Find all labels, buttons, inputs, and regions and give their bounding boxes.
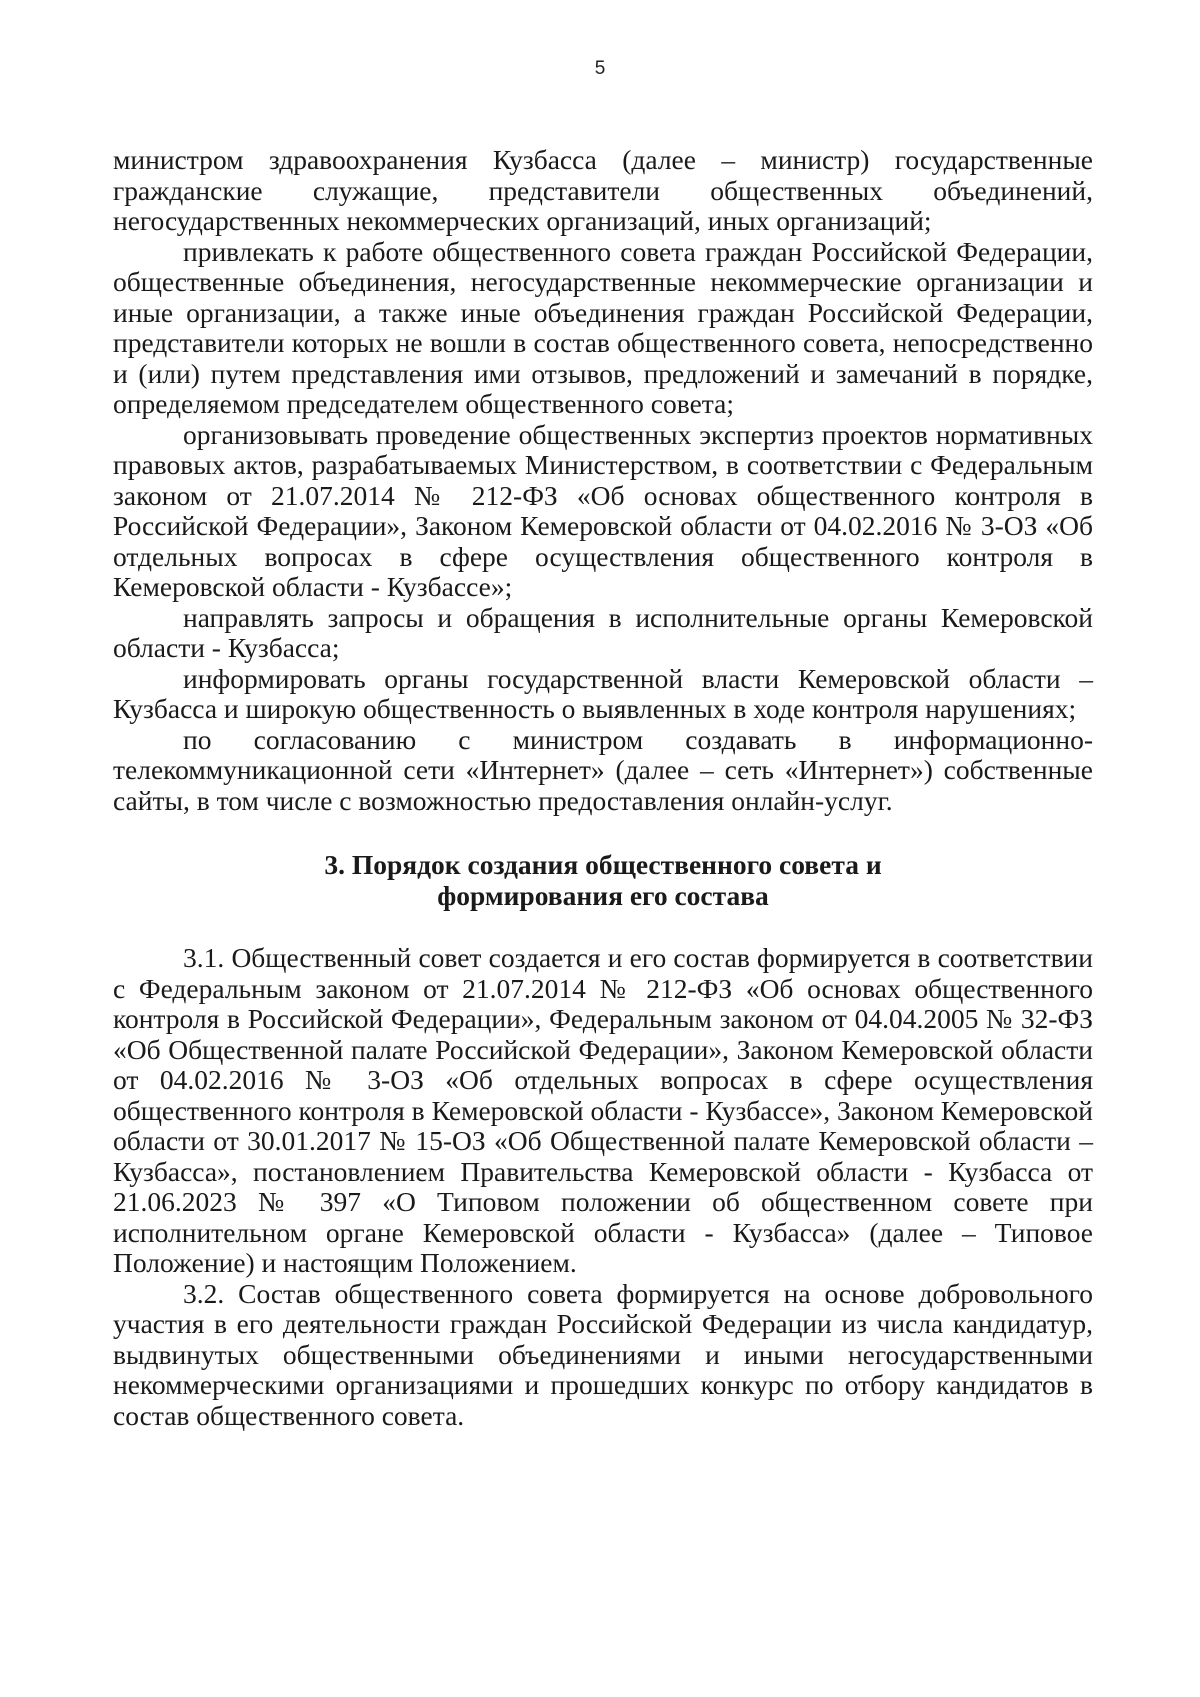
section-title-line-1: 3. Порядок создания общественного совета и <box>324 849 882 880</box>
paragraph-send-requests: направлять запросы и обращения в исполнительные органы Кемеровской области - Кузбасса; <box>113 601 1093 663</box>
paragraph-organize: организовывать проведение общественных экспертиз проектов нормативных правовых актов, разрабатываемых Министерством, в соответствии с Федеральным законом от 21.07.2014 № 212-ФЗ «Об основах общественного контроля в Российской Федерации», Законом Кемеровской области от 04.02.2016 № 3-ОЗ «Об отдельных вопросах в сфере осуществления общественного контроля в Кемеровской области - Кузбассе»; <box>113 418 1093 602</box>
paragraph-inform: информировать органы государственной власти Кемеровской области – Кузбасса и широкую общественность о выявленных в ходе контроля нарушениях; <box>113 662 1093 724</box>
paragraph-3-2: 3.2. Состав общественного совета формируется на основе добровольного участия в его деятельности граждан Российской Федерации из числа кандидатур, выдвинутых общественными объединениями и иными негосударственными некоммерческими организациями и прошедших конкурс по отбору кандидатов в состав общественного совета. <box>113 1277 1093 1431</box>
page-number: 5 <box>594 58 606 79</box>
document-body <box>113 145 1093 1431</box>
spacer <box>113 911 1093 943</box>
paragraph-attract: привлекать к работе общественного совета граждан Российской Федерации, общественные объединения, негосударственные некоммерческие организации и иные организации, а также иные объединения граждан Российской Федерации, представители которых не вошли в состав общественного совета, непосредственно и (или) путем представления ими отзывов, предложений и замечаний в порядке, определяемом председателем общественного совета; <box>113 235 1093 419</box>
paragraph-create-sites: по согласованию с министром создавать в информационно-телекоммуникационной сети «Интернет» (далее – сеть «Интернет») собственные сайты, в том числе с возможностью предоставления онлайн-услуг. <box>113 723 1093 816</box>
section-title-line-2: формирования его состава <box>437 879 769 911</box>
paragraph-continuation: министром здравоохранения Кузбасса (далее – министр) государственные гражданские служащие, представители общественных объединений, негосударственных некоммерческих организаций, иных организаций; <box>113 144 1093 236</box>
paragraph-3-1: 3.1. Общественный совет создается и его состав формируется в соответствии с Федеральным законом от 21.07.2014 № 212-ФЗ «Об основах общественного контроля в Российской Федерации», Федеральным законом от 04.04.2005 № 32-ФЗ «Об Общественной палате Российской Федерации», Законом Кемеровской области от 04.02.2016 № 3-ОЗ «Об отдельных вопросах в сфере осуществления общественного контроля в Кемеровской области - Кузбассе», Законом Кемеровской области от 30.01.2017 № 15-ОЗ «Об Общественной палате Кемеровской области – Кузбасса», постановлением Правительства Кемеровской области - Кузбасса от 21.06.2023 № 397 «О Типовом положении об общественном совете при исполнительном органе Кемеровской области - Кузбасса» (далее – Типовое Положение) и настоящим Положением. <box>113 942 1093 1278</box>
spacer <box>113 816 1093 850</box>
section-title <box>113 850 1093 911</box>
